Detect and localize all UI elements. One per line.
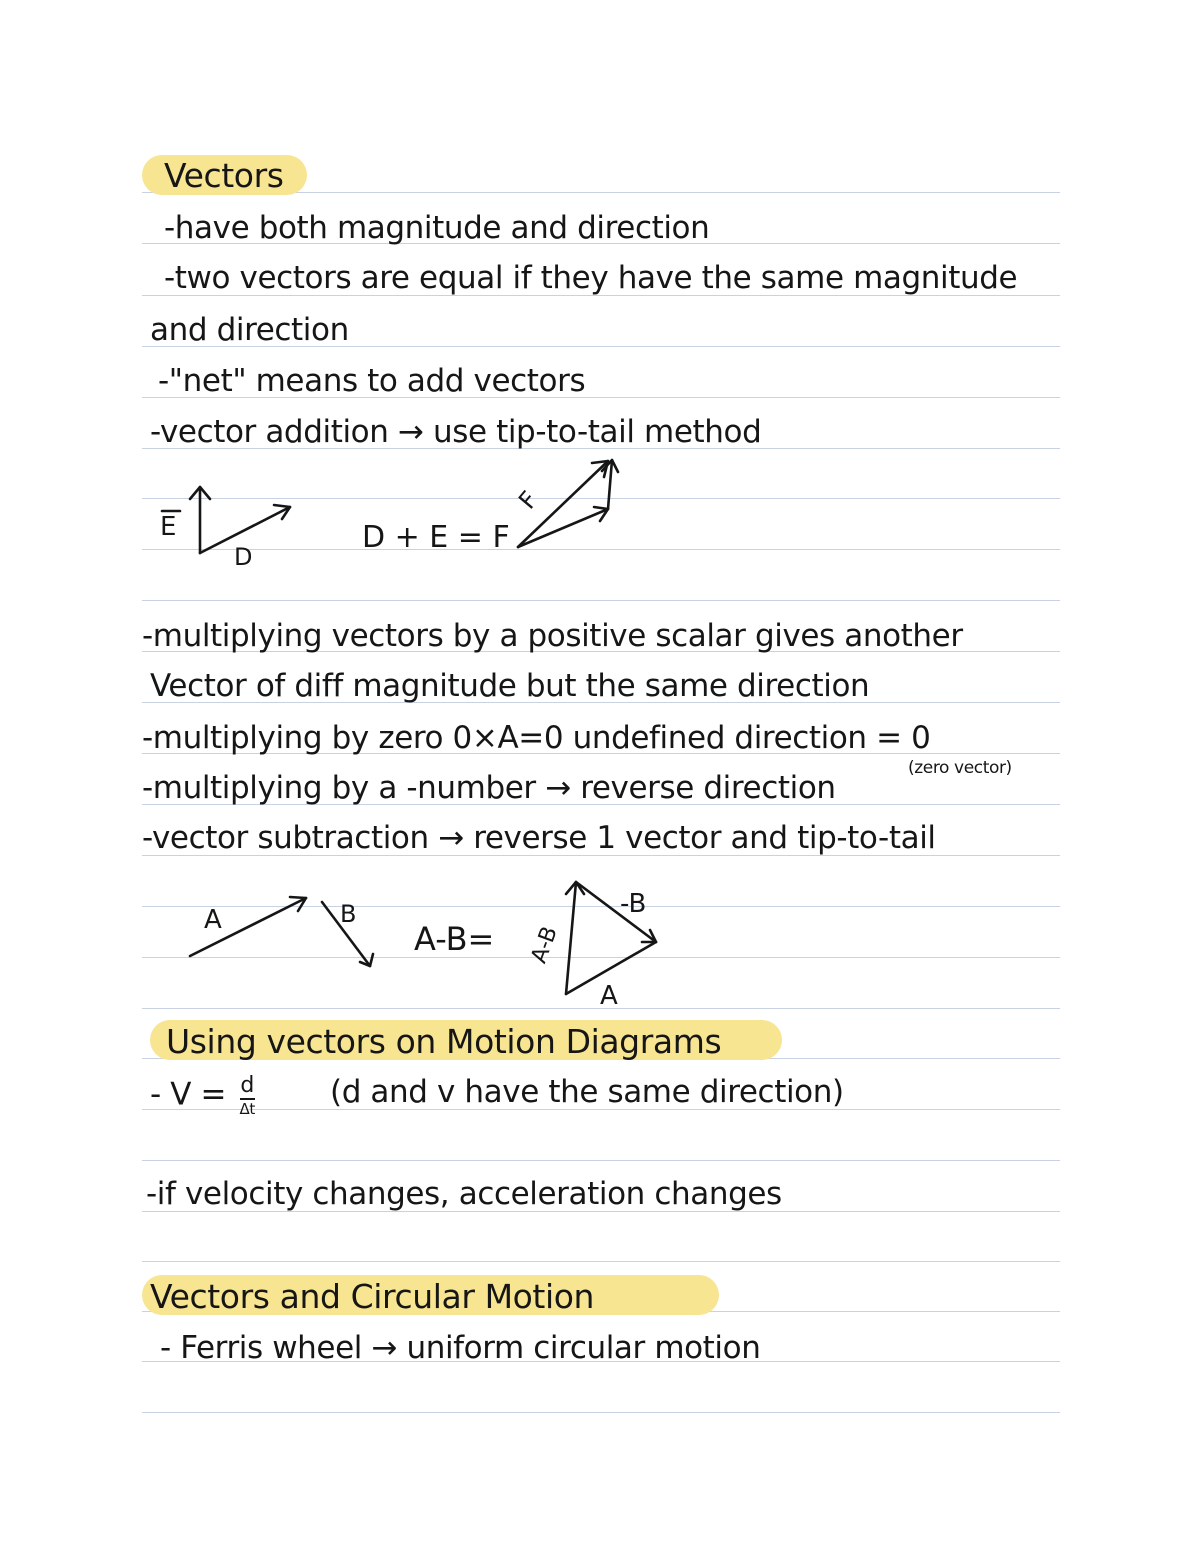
result-label: A-B <box>526 923 563 967</box>
vector-subtraction-diagram <box>180 870 700 1010</box>
note-line: -have both magnitude and direction <box>164 210 710 246</box>
note-line: -multiplying vectors by a positive scalar gives another <box>142 618 963 654</box>
triangle-a-label: A <box>600 981 618 1011</box>
vector-b-label: B <box>340 900 357 928</box>
rule-line <box>142 1412 1060 1413</box>
vector-d-label: D <box>234 543 253 571</box>
rule-line <box>142 1261 1060 1262</box>
vector-addition-diagram <box>140 455 640 575</box>
vector-e-label: E <box>160 512 177 542</box>
note-line: -if velocity changes, acceleration changes <box>146 1176 782 1212</box>
note-line: Vector of diff magnitude but the same direction <box>150 668 870 704</box>
vector-a-label: A <box>204 905 222 935</box>
subtraction-equation: A-B= <box>414 920 495 958</box>
rule-line <box>142 1160 1060 1161</box>
note-line: and direction <box>150 312 349 348</box>
section-heading-circular-motion: Vectors and Circular Motion <box>150 1277 595 1316</box>
note-line: -two vectors are equal if they have the same magnitude <box>164 260 1018 296</box>
note-line: - Ferris wheel → uniform circular motion <box>160 1330 761 1366</box>
addition-equation: D + E = F <box>362 520 510 555</box>
velocity-numerator: d <box>240 1073 254 1098</box>
note-line: -vector addition → use tip-to-tail method <box>150 414 762 450</box>
section-heading-vectors: Vectors <box>164 156 284 195</box>
section-heading-motion-diagrams: Using vectors on Motion Diagrams <box>166 1022 722 1061</box>
velocity-equation-lhs: - V = <box>150 1076 227 1113</box>
velocity-note: (d and v have the same direction) <box>330 1074 844 1110</box>
note-line: -multiplying by a -number → reverse direction <box>142 770 836 806</box>
note-line: -vector subtraction → reverse 1 vector and tip-to-tail <box>142 820 936 856</box>
velocity-equation <box>150 1074 255 1118</box>
velocity-denominator: Δt <box>239 1100 255 1118</box>
velocity-fraction <box>240 1074 255 1118</box>
note-line: -"net" means to add vectors <box>158 363 586 399</box>
triangle-e-side <box>608 460 612 509</box>
neg-b-label: -B <box>620 889 647 919</box>
rule-line <box>142 600 1060 601</box>
triangle-d-side <box>518 509 608 547</box>
vector-f-label: F <box>513 485 544 515</box>
note-line: -multiplying by zero 0×A=0 undefined direction = 0 <box>142 720 931 756</box>
zero-vector-note: (zero vector) <box>908 758 1012 778</box>
triangle-result-side <box>566 882 576 994</box>
